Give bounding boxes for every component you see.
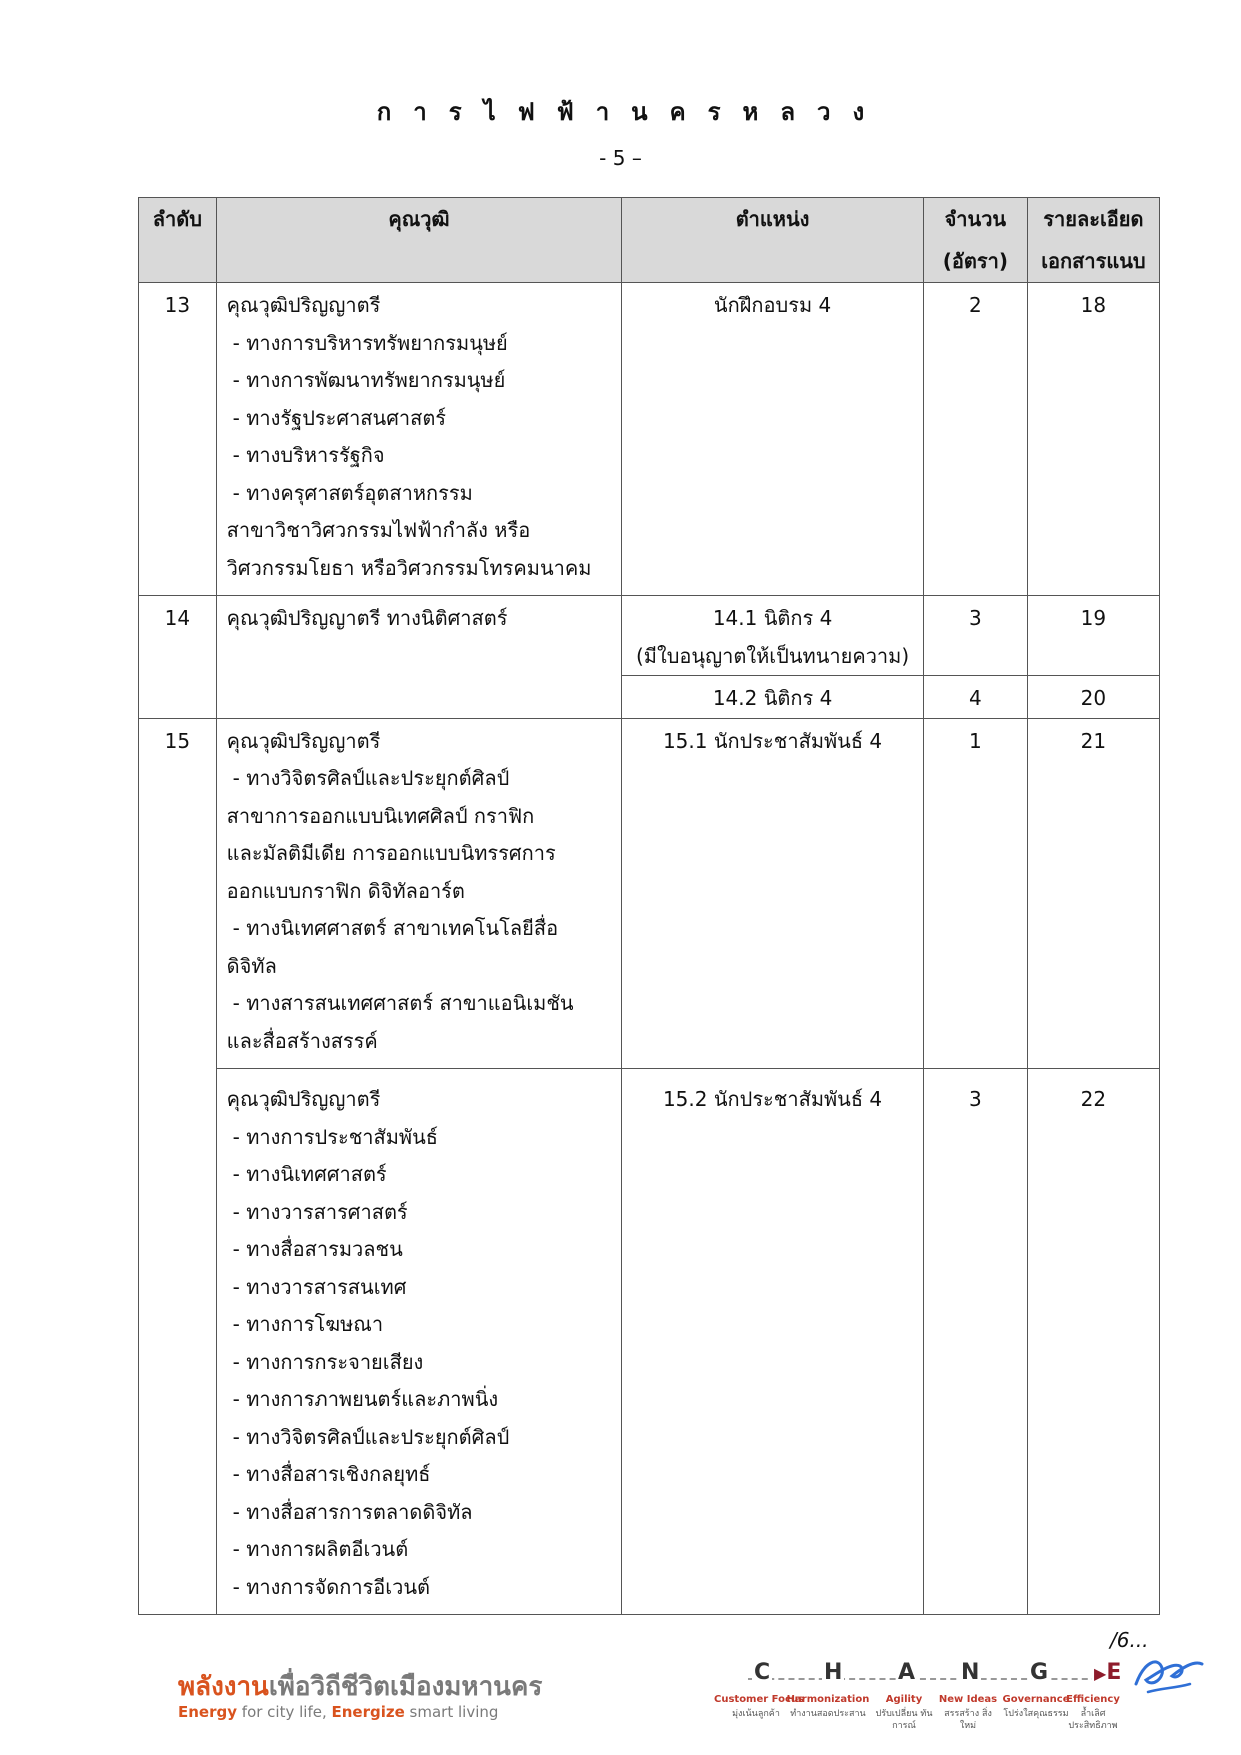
position-line: 14.1 นิติกร 4: [712, 606, 833, 630]
qualification-line: ดิจิทัล: [226, 953, 277, 978]
change-dashed-line: [748, 1678, 1108, 1680]
details-cell: 18: [1027, 283, 1159, 596]
order-cell: 13: [139, 283, 217, 596]
change-values-bar: [706, 1660, 1126, 1740]
col-header-count-line1: จำนวน: [944, 207, 1007, 231]
org-title: การไฟฟ้านครหลวง: [376, 98, 887, 126]
qualification-cell: [216, 1069, 622, 1615]
change-label-en: Governance: [1002, 1694, 1070, 1705]
qualification-title: คุณวุฒิปริญญาตรี ทางนิติศาสตร์: [226, 606, 508, 630]
change-letter-g: G: [1030, 1660, 1049, 1685]
qualification-item: - ทางสื่อสารเชิงกลยุทธ์: [232, 1462, 431, 1486]
qualification-extra: สาขาวิชาวิศวกรรมไฟฟ้ากำลัง หรือ: [226, 518, 531, 542]
qualification-item: - ทางการกระจายเสียง: [232, 1349, 424, 1374]
details-cell: 21: [1027, 718, 1159, 1069]
qualification-item: - ทางการพัฒนาทรัพยากรมนุษย์: [232, 368, 506, 392]
order-cell: 14: [139, 596, 217, 719]
play-triangle-icon: ▶: [1094, 1664, 1107, 1683]
col-header-count-line2: (อัตรา): [942, 249, 1008, 273]
qualification-item: - ทางวิจิตรศิลป์และประยุกต์ศิลป์: [232, 1424, 510, 1449]
qualification-line: ออกแบบกราฟิก ดิจิทัลอาร์ต: [226, 878, 465, 903]
count-cell: 3: [923, 596, 1027, 676]
change-label-th: ทำงานสอดประสาน: [790, 1709, 866, 1719]
change-label-th: สรรสร้าง สิ่งใหม่: [944, 1709, 992, 1731]
position-cell: 14.2 นิติกร 4: [622, 676, 924, 719]
slogan-en-word3: Energize: [331, 1703, 405, 1721]
qualification-line: สาขาการออกแบบนิเทศศิลป์ กราฟิก: [226, 803, 535, 828]
qualification-line: - ทางสารสนเทศศาสตร์ สาขาแอนิเมชัน: [232, 991, 574, 1015]
order-cell: 15: [139, 718, 217, 1615]
qualification-item: - ทางวารสารศาสตร์: [232, 1199, 408, 1224]
qualification-extra: วิศวกรรมโยธา หรือวิศวกรรมโทรคมนาคม: [226, 555, 592, 580]
qualification-cell: [216, 718, 622, 1069]
slogan-thai-part2: เพื่อวิถีชีวิตเมืองมหานคร: [268, 1672, 543, 1702]
slogan-en-word2: for city life,: [237, 1703, 332, 1721]
qualification-item: - ทางการโฆษณา: [232, 1312, 384, 1336]
change-letter-h: H: [824, 1660, 843, 1685]
change-label-en: New Ideas: [938, 1694, 998, 1705]
change-label-th: ปรับเปลี่ยน ทันการณ์: [875, 1709, 933, 1731]
position-cell: 15.2 นักประชาสัมพันธ์ 4: [622, 1069, 924, 1615]
qualification-cell: [216, 283, 622, 596]
qualification-line: - ทางนิเทศศาสตร์ สาขาเทคโนโลยีสื่อ: [232, 916, 559, 940]
col-header-details: [1027, 198, 1159, 283]
col-header-qualification: คุณวุฒิ: [216, 198, 622, 283]
slogan-en-word4: smart living: [404, 1703, 499, 1721]
qualification-item: - ทางการภาพยนตร์และภาพนิ่ง: [232, 1387, 499, 1411]
table-row: [139, 1069, 1160, 1615]
change-label-en: Efficiency: [1066, 1694, 1120, 1705]
qualification-line: และมัลติมีเดีย การออกแบบนิทรรศการ: [226, 841, 556, 865]
col-header-count: [923, 198, 1027, 283]
change-label-th: มุ่งเน้นลูกค้า: [732, 1709, 780, 1719]
change-letter-n: N: [961, 1660, 980, 1685]
details-cell: 20: [1027, 676, 1159, 719]
qualification-item: - ทางสื่อสารการตลาดดิจิทัล: [232, 1499, 473, 1524]
qualification-item: - ทางนิเทศศาสตร์: [232, 1162, 387, 1186]
qualification-item: - ทางสื่อสารมวลชน: [232, 1237, 403, 1261]
qualification-item: - ทางบริหารรัฐกิจ: [232, 443, 385, 467]
change-letter-a: A: [898, 1660, 916, 1685]
slogan-thai-part1: พลังงาน: [178, 1672, 269, 1702]
slogan-thai: [178, 1666, 542, 1707]
qualification-item: - ทางการบริหารทรัพยากรมนุษย์: [232, 330, 508, 355]
qualification-item: - ทางการจัดการอีเวนต์: [232, 1574, 431, 1599]
qualification-item: - ทางการผลิตอีเวนต์: [232, 1537, 409, 1561]
change-label-th: โปร่งใสคุณธรรม: [1003, 1709, 1069, 1719]
table-row: [139, 283, 1160, 596]
recruitment-table: [138, 197, 1160, 1615]
col-header-position: ตำแหน่ง: [622, 198, 924, 283]
slogan-en-word1: Energy: [178, 1703, 238, 1721]
col-header-details-line1: รายละเอียด: [1043, 207, 1144, 231]
slogan-english: [178, 1703, 498, 1721]
col-header-details-line2: เอกสารแนบ: [1041, 249, 1146, 273]
count-cell: 3: [923, 1069, 1027, 1615]
qualification-cell: [216, 596, 622, 719]
qualification-item: - ทางรัฐประศาสนศาสตร์: [232, 405, 447, 430]
position-cell: นักฝึกอบรม 4: [622, 283, 924, 596]
continuation-marker: /6...: [1110, 1628, 1149, 1652]
count-cell: 4: [923, 676, 1027, 719]
change-label-en: Agility: [885, 1694, 923, 1705]
table-row: [139, 596, 1160, 676]
qualification-line: และสื่อสร้างสรรค์: [226, 1028, 378, 1053]
position-cell: [622, 596, 924, 676]
page-number: - 5 –: [599, 146, 642, 170]
table-row: [139, 718, 1160, 1069]
qualification-line: คุณวุฒิปริญญาตรี: [226, 728, 381, 753]
change-label-en: Harmonization: [786, 1694, 870, 1705]
change-letter-e: ▶E: [1094, 1660, 1122, 1685]
qualification-title: คุณวุฒิปริญญาตรี: [226, 1087, 381, 1111]
qualification-item: - ทางวารสารสนเทศ: [232, 1274, 407, 1299]
table-header-row: [139, 198, 1160, 283]
col-header-order: ลำดับ: [139, 198, 217, 283]
change-letter-c: C: [754, 1660, 771, 1685]
change-label-th: ล้ำเลิศ ประสิทธิภาพ: [1068, 1709, 1118, 1731]
position-cell: 15.1 นักประชาสัมพันธ์ 4: [622, 718, 924, 1069]
qualification-item: - ทางการประชาสัมพันธ์: [232, 1124, 438, 1149]
qualification-title: คุณวุฒิปริญญาตรี: [226, 293, 381, 317]
details-cell: 19: [1027, 596, 1159, 676]
position-line: (มีใบอนุญาตให้เป็นทนายความ): [635, 643, 910, 668]
qualification-line: - ทางวิจิตรศิลป์และประยุกต์ศิลป์: [232, 766, 510, 790]
count-cell: 2: [923, 283, 1027, 596]
qualification-item: - ทางครุศาสตร์อุตสาหกรรม: [232, 480, 473, 505]
signature-mark: [1128, 1644, 1208, 1700]
count-cell: 1: [923, 718, 1027, 1069]
change-label-en: Customer Focus: [714, 1694, 804, 1705]
details-cell: 22: [1027, 1069, 1159, 1615]
